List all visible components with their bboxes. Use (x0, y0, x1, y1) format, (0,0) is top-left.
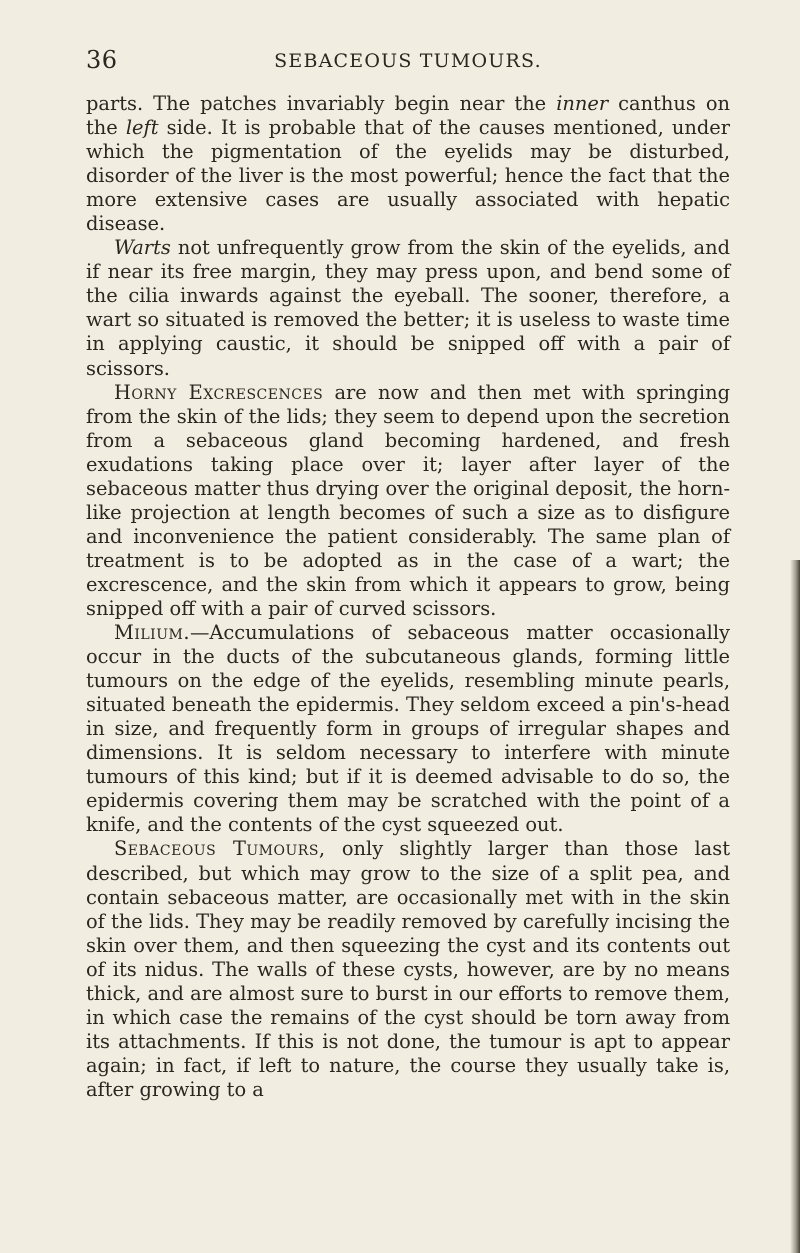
page-number: 36 (86, 46, 118, 74)
paragraph-milium (86, 621, 730, 837)
term-sebaceous-tumours: Sebaceous Tumours, (114, 837, 326, 861)
paragraph-pigmentation (86, 92, 730, 236)
emphasis-inner: inner (556, 92, 609, 115)
term-horny-excrescences: Horny Excrescences (114, 380, 324, 404)
scan-shadow-edge (790, 560, 800, 1253)
term-milium: Milium. (114, 621, 191, 645)
paragraph-text: only slightly larger than those last described, but which may grow to the size of a split pea, and contain sebaceous matter, are occasionally met with in the skin of the lids. They may be readily removed by carefully incising the skin over them, and then squeezing the cyst and its contents out of its nidus. The walls of these cysts, however, are by no means thick, and are almost sure to burst in our efforts to remove them, in which case the remains of the cyst should be torn away from its attachments. If this is not done, the tumour is apt to appear again; in fact, if left to nature, the course they usually take is, after growing to a (86, 837, 730, 1101)
paragraph-text: not unfrequently grow from the skin of the eyelids, and if near its free margin, they may press upon, and bend some of the cilia inwards against the eyeball. The sooner, therefore, a wart so situated is removed the better; it is useless to waste time in applying caustic, it should be snipped off with a pair of scissors. (86, 236, 730, 380)
page-header (86, 46, 730, 80)
paragraph-text: side. It is probable that of the causes mentioned, under which the pigmentation of the eyelids may be disturbed, disorder of the liver is the most powerful; hence the fact that the more extensive cases are usually associated with hepatic disease. (86, 116, 730, 236)
paragraph-text: are now and then met with springing from the skin of the lids; they seem to depend upon the secretion from a sebaceous gland becoming hardened, and fresh exudations taking place over it; layer after layer of the sebaceous matter thus drying over the original deposit, the horn-like projection at length becomes of such a size as to disfigure and inconvenience the patient considerably. The same plan of treatment is to be adopted as in the case of a wart; the excrescence, and the skin from which it appears to grow, being snipped off with a pair of curved scissors. (86, 380, 730, 620)
paragraph-text: parts. The patches invariably begin near the (86, 92, 557, 115)
paragraph-sebaceous-tumours (86, 837, 730, 1102)
paragraph-text: canthus on the (86, 92, 731, 140)
term-warts: Warts (114, 236, 171, 260)
paragraph-warts (86, 236, 730, 380)
running-head: SEBACEOUS TUMOURS. (274, 50, 542, 72)
paragraph-horny-excrescences (86, 381, 730, 621)
body-text (86, 92, 730, 1102)
paragraph-text: —Accumulations of sebaceous matter occasionally occur in the ducts of the subcutaneous glands, forming little tumours on the edge of the eyelids, resembling minute pearls, situated beneath the epidermis. They seldom exceed a pin's-head in size, and frequently form in groups of irregular shapes and dimensions. It is seldom necessary to interfere with minute tumours of this kind; but if it is deemed advisable to do so, the epidermis covering them may be scratched with the point of a knife, and the contents of the cyst squeezed out. (86, 621, 730, 837)
emphasis-left: left (125, 116, 159, 140)
